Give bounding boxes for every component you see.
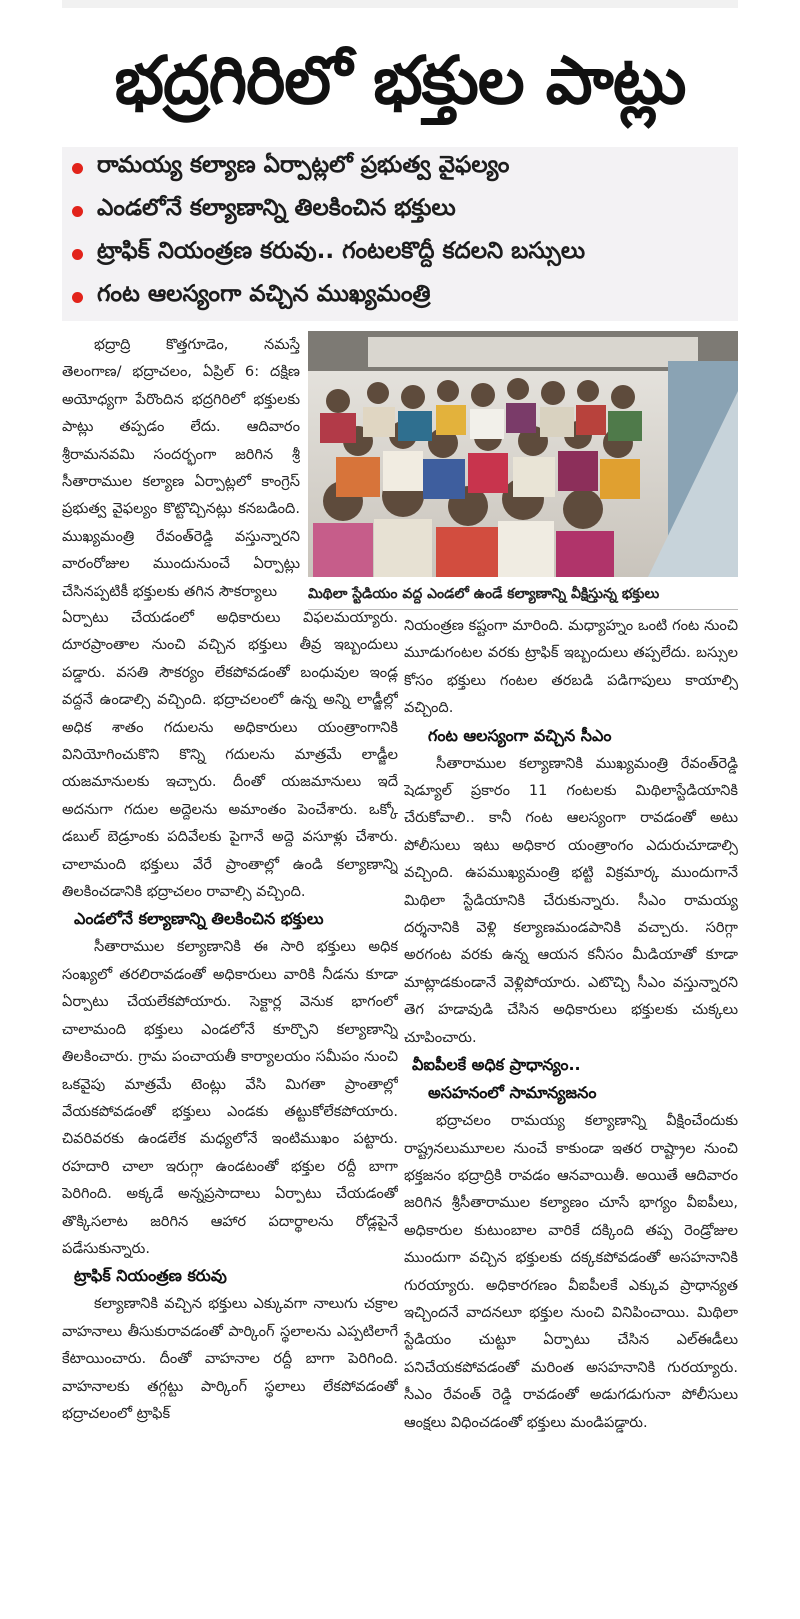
article-column-left-top xyxy=(62,331,300,605)
highlight-item xyxy=(72,190,456,232)
headline: భద్రగిరిలో భక్తుల పాట్లు xyxy=(114,42,686,119)
crowd-image xyxy=(308,331,738,577)
article-paragraph: కల్యాణానికి వచ్చిన భక్తులు ఎక్కువగా నాలుగు చక్రాల వాహనాలు తీసుకురావడంతో పార్కింగ్ స్థలాలను ఎప్పటిలాగే కేటాయించారు. దీంతో వాహనాల రద్దీ బాగా పెరిగింది. వాహనాలకు తగ్గట్టు పార్కింగ్ స్థలాలు లేకపోవడంతో భద్రాచలంలో ట్రాఫిక్ xyxy=(62,1295,398,1422)
subheading: అసహనంలో సామాన్యజనం xyxy=(428,1083,597,1103)
highlight-text: ట్రాఫిక్ నియంత్రణ కరువు.. గంటలకొద్దీ కదలని బస్సులు xyxy=(97,238,586,264)
devotees-photo xyxy=(308,331,738,577)
article-paragraph: భద్రాద్రి కొత్తగూడెం, నమస్తే తెలంగాణ/ భద్రాచలం, ఏప్రిల్ 6: దక్షిణ అయోధ్యగా పేరొందిన భద్రగిరిలో భక్తులకు పాట్లు తప్పడం లేదు. ఆదివారం శ్రీరామనవమి సందర్భంగా జరిగిన శ్రీ సీతారాముల కల్యాణ ఏర్పాట్లలో కాంగ్రెస్ ప్రభుత్వ వైఫల్యం కొట్టొచ్చినట్లు కనబడింది. ముఖ్యమంత్రి రేవంత్‌రెడ్డి వస్తున్నారని వారంరోజుల ముందునుంచే ఏర్పాట్లు చేసినప్పటికీ భక్తులకు తగిన సౌకర్యాలు xyxy=(62,336,300,600)
bullet-dot-icon xyxy=(72,163,83,174)
article-paragraph: నియంత్రణ కష్టంగా మారింది. మధ్యాహ్నం ఒంటి గంట నుంచి మూడుగంటల వరకు ట్రాఫిక్ ఇబ్బందులు తప్పలేదు. బస్సుల కోసం భక్తులు గంటల తరబడి పడిగాపులు కాయాల్సి వచ్చింది. xyxy=(404,617,738,717)
article-paragraph: ఏర్పాటు చేయడంలో అధికారులు విఫలమయ్యారు. దూరప్రాంతాల నుంచి వచ్చిన భక్తులు తీవ్ర ఇబ్బందులు పడ్డారు. వసతి సౌకర్యం లేకపోవడంతో బంధువుల ఇండ్ల వద్దనే ఉండాల్సి వచ్చింది. భద్రాచలంలో ఉన్న అన్ని లాడ్జీల్లో అధిక శాతం గదులను అధికారులు యంత్రాంగానికి వినియోగించుకొని కొన్ని గదులను మాత్రమే లాడ్జీల యజమానులకు ఇచ్చారు. దీంతో యజమానులు ఇదే అదనుగా గదుల అద్దెలను అమాంతం పెంచేశారు. ఒక్కో డబుల్ బెడ్రూంకు పదివేలకు పైగానే అద్దె వసూళ్లు చేశారు. చాలామంది భక్తులు వేరే ప్రాంతాల్లో ఉండి కల్యాణాన్ని తిలకించడానికి భద్రాచలం రావాల్సి వచ్చింది. xyxy=(62,609,398,901)
photo-caption: మిథిలా స్టేడియం వద్ద ఎండలో ఉండే కల్యాణాన్ని వీక్షిస్తున్న భక్తులు xyxy=(308,586,660,602)
subheading: గంట ఆలస్యంగా వచ్చిన సీఎం xyxy=(428,725,612,745)
article-paragraph: సీతారాముల కల్యాణానికి ఈ సారి భక్తులు అధిక సంఖ్యలో తరలిరావడంతో అధికారులు వారికి నీడను కూడా ఏర్పాటు చేయలేకపోయారు. సెక్టార్ల వెనుక భాగంలో చాలామంది భక్తులు ఎండలోనే కూర్చొని కల్యాణాన్ని తిలకించారు. గ్రామ పంచాయతీ కార్యాలయం సమీపం నుంచి ఒకవైపు మాత్రమే టెంట్లు వేసి మిగతా ప్రాంతాల్లో వేయకపోవడంతో భక్తులు ఎండకు తట్టుకోలేకపోయారు. చివరివరకు ఉండలేక మధ్యలోనే ఇంటిముఖం పట్టారు. రహదారి చాలా ఇరుగ్గా ఉండటంతో భక్తుల రద్దీ బాగా పెరిగింది. అక్కడే అన్నప్రసాదాలు ఏర్పాటు చేయడంతో తొక్కిసలాట జరిగిన ఆహార పదార్థాలను రోడ్లపైనే పడేసుకున్నారు. xyxy=(62,938,398,1257)
top-strip xyxy=(62,0,738,8)
subheading: వీఐపీలకే అధిక ప్రాధాన్యం.. xyxy=(412,1055,581,1075)
subheading: ఎండలోనే కల్యాణాన్ని తిలకించిన భక్తులు xyxy=(74,909,324,929)
subheading: ట్రాఫిక్ నియంత్రణ కరువు xyxy=(74,1266,227,1286)
highlight-item xyxy=(72,276,431,318)
bullet-dot-icon xyxy=(72,292,83,303)
article-paragraph: సీతారాముల కల్యాణానికి ముఖ్యమంత్రి రేవంత్‌రెడ్డి షెడ్యూల్ ప్రకారం 11 గంటలకు మిథిలాస్టేడియానికి చేరుకోవాలి.. కానీ గంట ఆలస్యంగా రావడంతో అటు పోలీసులు ఇటు అధికార యంత్రాంగం ఎదురుచూడాల్సి వచ్చింది. ఉపముఖ్యమంత్రి భట్టి విక్రమార్క ముందుగానే మిథిలా స్టేడియానికి చేరుకున్నారు. సీఎం రామయ్య దర్శనానికి వెళ్లి కల్యాణమండపానికి వచ్చారు. సరిగ్గా అరగంట వరకు ఉన్న ఆయన కనీసం మీడియాతో కూడా మాట్లాడకుండానే వెళ్లిపోయారు. ఎటొచ్చి సీఎం వస్తున్నారని తెగ హడావుడి చేసిన అధికారులు భక్తులకు చుక్కలు చూపించారు. xyxy=(404,754,738,1046)
bullet-dot-icon xyxy=(72,206,83,217)
article-column-right xyxy=(404,612,738,1602)
highlight-text: రామయ్య కల్యాణ ఏర్పాట్లలో ప్రభుత్వ వైఫల్యం xyxy=(97,152,510,178)
highlight-item xyxy=(72,233,585,275)
highlight-text: ఎండలోనే కల్యాణాన్ని తిలకించిన భక్తులు xyxy=(97,195,456,221)
article-paragraph: భద్రాచలం రామయ్య కల్యాణాన్ని వీక్షించేందుకు రాష్ట్రనలుమూలల నుంచే కాకుండా ఇతర రాష్ట్రాల నుంచి భక్తజనం భద్రాద్రికి రావడం ఆనవాయితీ. అయితే ఆదివారం జరిగిన శ్రీసీతారాముల కల్యాణం చూసే భాగ్యం వీఐపీలు, అధికారుల కుటుంబాల వారికే దక్కింది తప్ప రెండ్రోజుల ముందుగా వచ్చిన భక్తులకు దక్కకపోవడంతో అసహనానికి గురయ్యారు. అధికారగణం వీఐపీలకే ఎక్కువ ప్రాధాన్యత ఇచ్చిందనే వాదనలూ భక్తుల నుంచి వినిపించాయి. మిథిలా స్టేడియం చుట్టూ ఏర్పాటు చేసిన ఎల్‌ఈడీలు పనిచేయకపోవడంతో మరింత అసహనానికి గురయ్యారు. సీఎం రేవంత్ రెడ్డి రావడంతో అడుగడుగునా పోలీసులు ఆంక్షలు విధించడంతో భక్తులు మండిపడ్డారు. xyxy=(404,1112,738,1431)
highlights-box xyxy=(62,147,738,321)
highlight-item xyxy=(72,147,509,189)
article-column-left xyxy=(62,604,398,1564)
highlight-text: గంట ఆలస్యంగా వచ్చిన ముఖ్యమంత్రి xyxy=(97,281,431,307)
left-column-body xyxy=(62,604,398,1427)
bullet-dot-icon xyxy=(72,249,83,260)
